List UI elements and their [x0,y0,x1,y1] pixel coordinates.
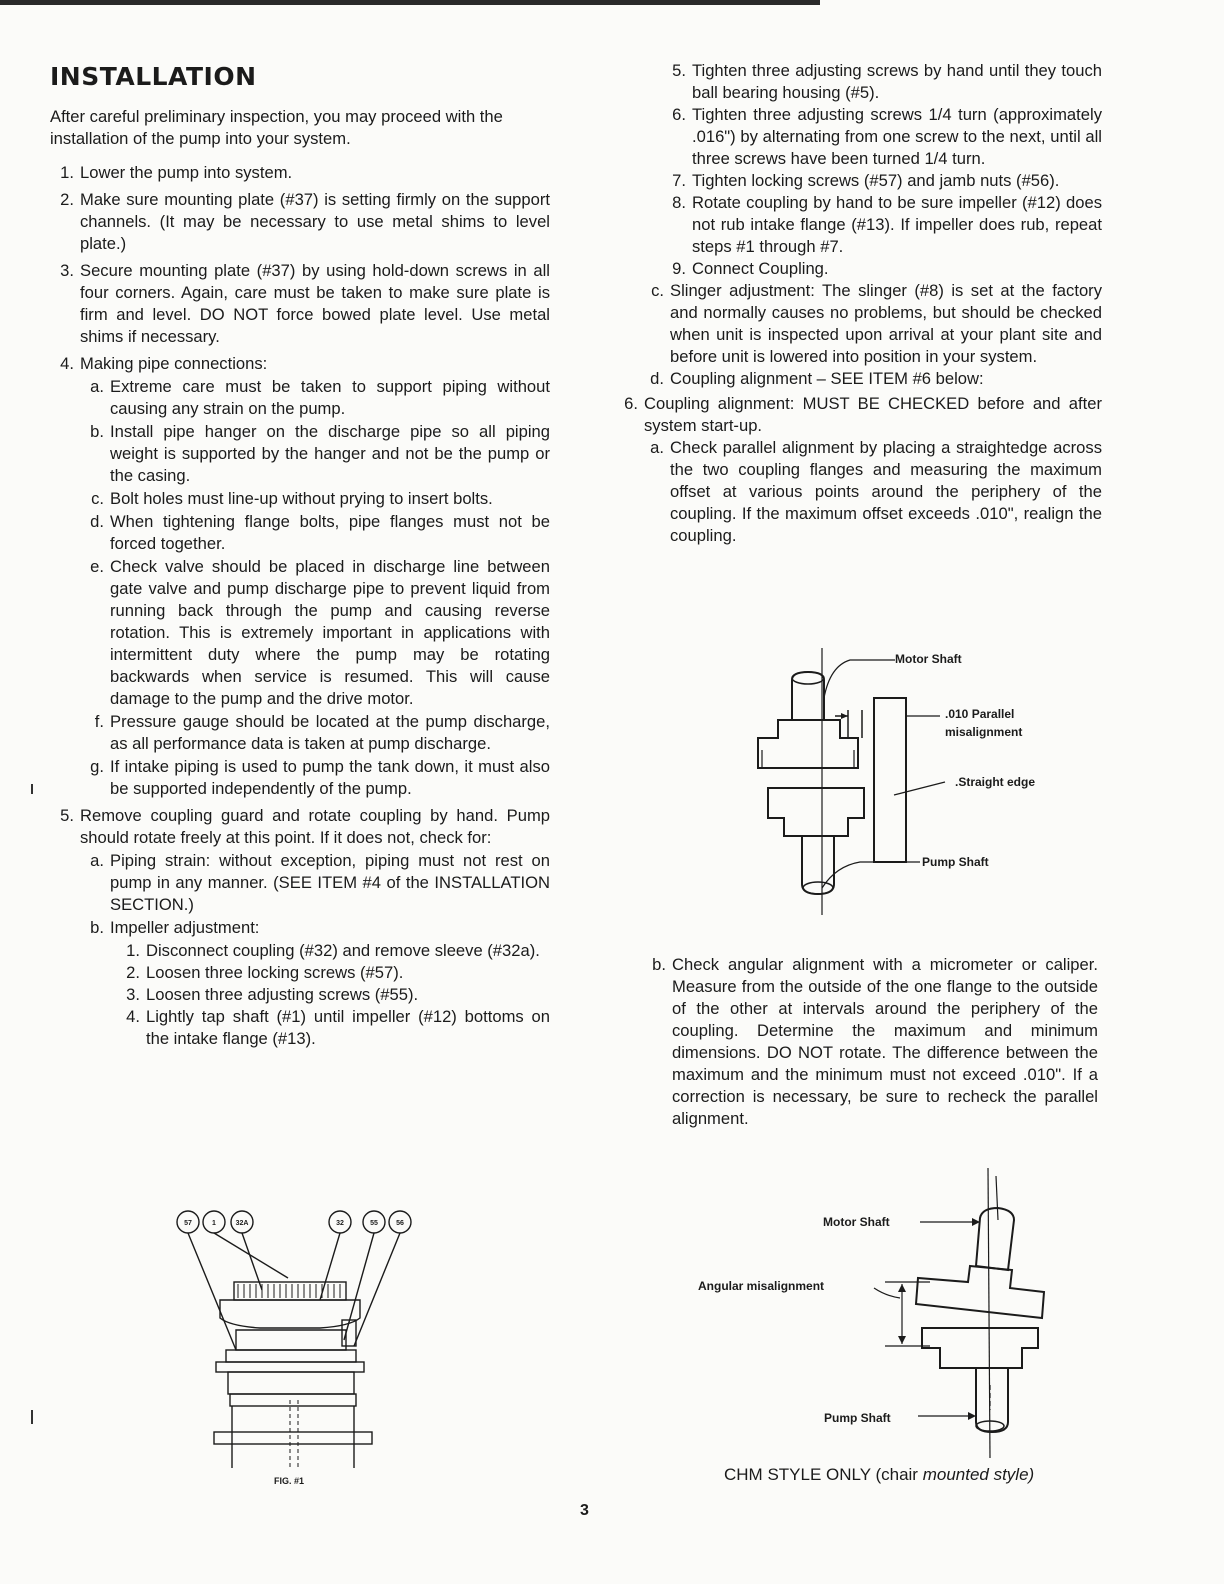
step-5: 5. Remove coupling guard and rotate coupling by hand. Pump should rotate freely at this point. If it does not, check for: [60,806,550,847]
page-number: 3 [580,1502,589,1519]
upper-coupling-flange [916,1266,1044,1318]
svg-text:32A: 32A [235,1220,249,1227]
step-4a: a. Extreme care must be taken to support piping without causing any strain on the pump. [90,377,550,418]
left-column [50,62,550,1050]
step-5b: b. Impeller adjustment: [90,918,260,937]
motor-shaft-label-2: Motor Shaft [823,1215,890,1229]
parallel-alignment-diagram [740,640,1080,930]
step-5b-4: 4. Lightly tap shaft (#1) until impeller (#12) bottoms on the intake flange (#13). [126,1007,550,1048]
lower-coupling-flange [922,1328,1038,1368]
step-4c: c. Bolt holes must line-up without prying to insert bolts. [91,489,493,508]
fig1-label: FIG. #1 [274,1476,305,1486]
step-5a: a. Piping strain: without exception, piping must not rest on pump in any manner. (SEE ITEM #4 of the INSTALLATION SECTION.) [90,851,550,914]
step-4: 4. Making pipe connections: [60,354,268,373]
step-3: 3. Secure mounting plate (#37) by using hold-down screws in all four corners. Again, care must be taken to make sure plate is firm and level. DO NOT force bowed plate level. Use metal shims if necessary. [60,261,550,346]
step-4b: b. Install pipe hanger on the discharge pipe so all piping weight is supported by the hanger and not be the pump or the casing. [90,422,550,485]
pump-shaft [802,836,834,894]
motor-shaft-label: Motor Shaft [895,652,962,666]
svg-text:55: 55 [370,1220,378,1227]
svg-text:32: 32 [336,1220,344,1227]
step-6b: b. Check angular alignment with a micrometer or caliper. Measure from the outside of the one flange to the outside of the other at intervals around the periphery of the coupling. Determine the maximum and minimum dimensions. DO NOT rotate. The difference between the maximum and the minimum must not exceed .010". If a correction is necessary, be sure to recheck the parallel alignment. [652,955,1098,1128]
lower-coupling-flange [768,788,864,836]
motor-shaft [792,672,824,720]
motor-shaft [976,1208,1014,1270]
parallel-label-line1: .010 Parallel [945,707,1015,721]
step-4e: e. Check valve should be placed in discharge line between gate valve and pump discharge pipe to prevent liquid from running back through the pump and causing reverse rotation. This is extremely important in applications with intermittent duty where the pump may be rotating backwards when service is resumed. This will cause damage to the pump and the drive motor. [90,557,550,708]
step-4g: g. If intake piping is used to pump the tank down, it must also be supported independently of the pump. [90,757,550,798]
intro-paragraph: After careful preliminary inspection, you may proceed with the installation of the pump into your system. [50,107,503,148]
step-6: 6. Coupling alignment: MUST BE CHECKED before and after system start-up. [624,394,1102,435]
straight-edge [874,698,906,862]
step-5b-6: 6. Tighten three adjusting screws 1/4 turn (approximately .016") by alternating from one screw to the next, until all three screws have been turned 1/4 turn. [672,105,1102,168]
step-5b-9: 9. Connect Coupling. [672,259,829,278]
upper-coupling-flange [758,720,858,768]
page-title: INSTALLATION [50,62,257,91]
step-4d: d. When tightening flange bolts, pipe flanges must not be forced together. [90,512,550,553]
step-5b-3: 3. Loosen three adjusting screws (#55). [126,985,419,1004]
step-5b-1: 1. Disconnect coupling (#32) and remove sleeve (#32a). [126,941,540,960]
svg-text:56: 56 [396,1220,404,1227]
step-5b-8: 8. Rotate coupling by hand to be sure impeller (#12) does not rub intake flange (#13). If impeller does rub, repeat steps #1 through #7. [672,193,1102,256]
parallel-label-line2: misalignment [945,725,1023,739]
mounting-plate [216,1362,364,1372]
top-scan-edge [0,0,820,5]
step-6a: a. Check parallel alignment by placing a straightedge across the two coupling flanges and measuring the maximum offset at various points around the periphery of the coupling. If the maximum offset exceeds .010", realign the coupling. [650,438,1102,545]
svg-text:57: 57 [184,1220,192,1227]
step-5b-7: 7. Tighten locking screws (#57) and jamb nuts (#56). [672,171,1060,190]
step-2: 2. Make sure mounting plate (#37) is setting firmly on the support channels. (It may be necessary to use metal shims to level plate.) [60,190,550,253]
figure-caption: CHM STYLE ONLY (chair mounted style) [724,1465,1035,1484]
step-5b-2: 2. Loosen three locking screws (#57). [126,963,404,982]
step-1: 1. Lower the pump into system. [60,163,293,182]
step-4f: f. Pressure gauge should be located at the pump discharge, as all performance data is taken at pump discharge. [94,712,550,753]
step-5c: c. Slinger adjustment: The slinger (#8) is set at the factory and normally causes no problems, but should be checked when unit is inspected upon arrival at your plant site and before unit is lowered into position in your system. [651,281,1102,366]
pump-shaft-label-2: Pump Shaft [824,1411,891,1425]
coupling [220,1300,360,1328]
angular-alignment-diagram [690,1160,1070,1460]
step-5d: d. Coupling alignment – SEE ITEM #6 below: [650,369,984,388]
pump-shaft-label: Pump Shaft [922,855,989,869]
step-5b-5: 5. Tighten three adjusting screws by hand until they touch ball bearing housing (#5). [672,61,1102,102]
svg-text:1: 1 [212,1220,216,1227]
scan-mark [31,784,33,794]
fig1-pump-assembly [170,1200,430,1475]
right-column [612,60,1102,547]
scan-mark [31,1410,33,1424]
angular-misalignment-label: Angular misalignment [698,1279,825,1293]
straight-edge-label: .Straight edge [955,775,1036,789]
